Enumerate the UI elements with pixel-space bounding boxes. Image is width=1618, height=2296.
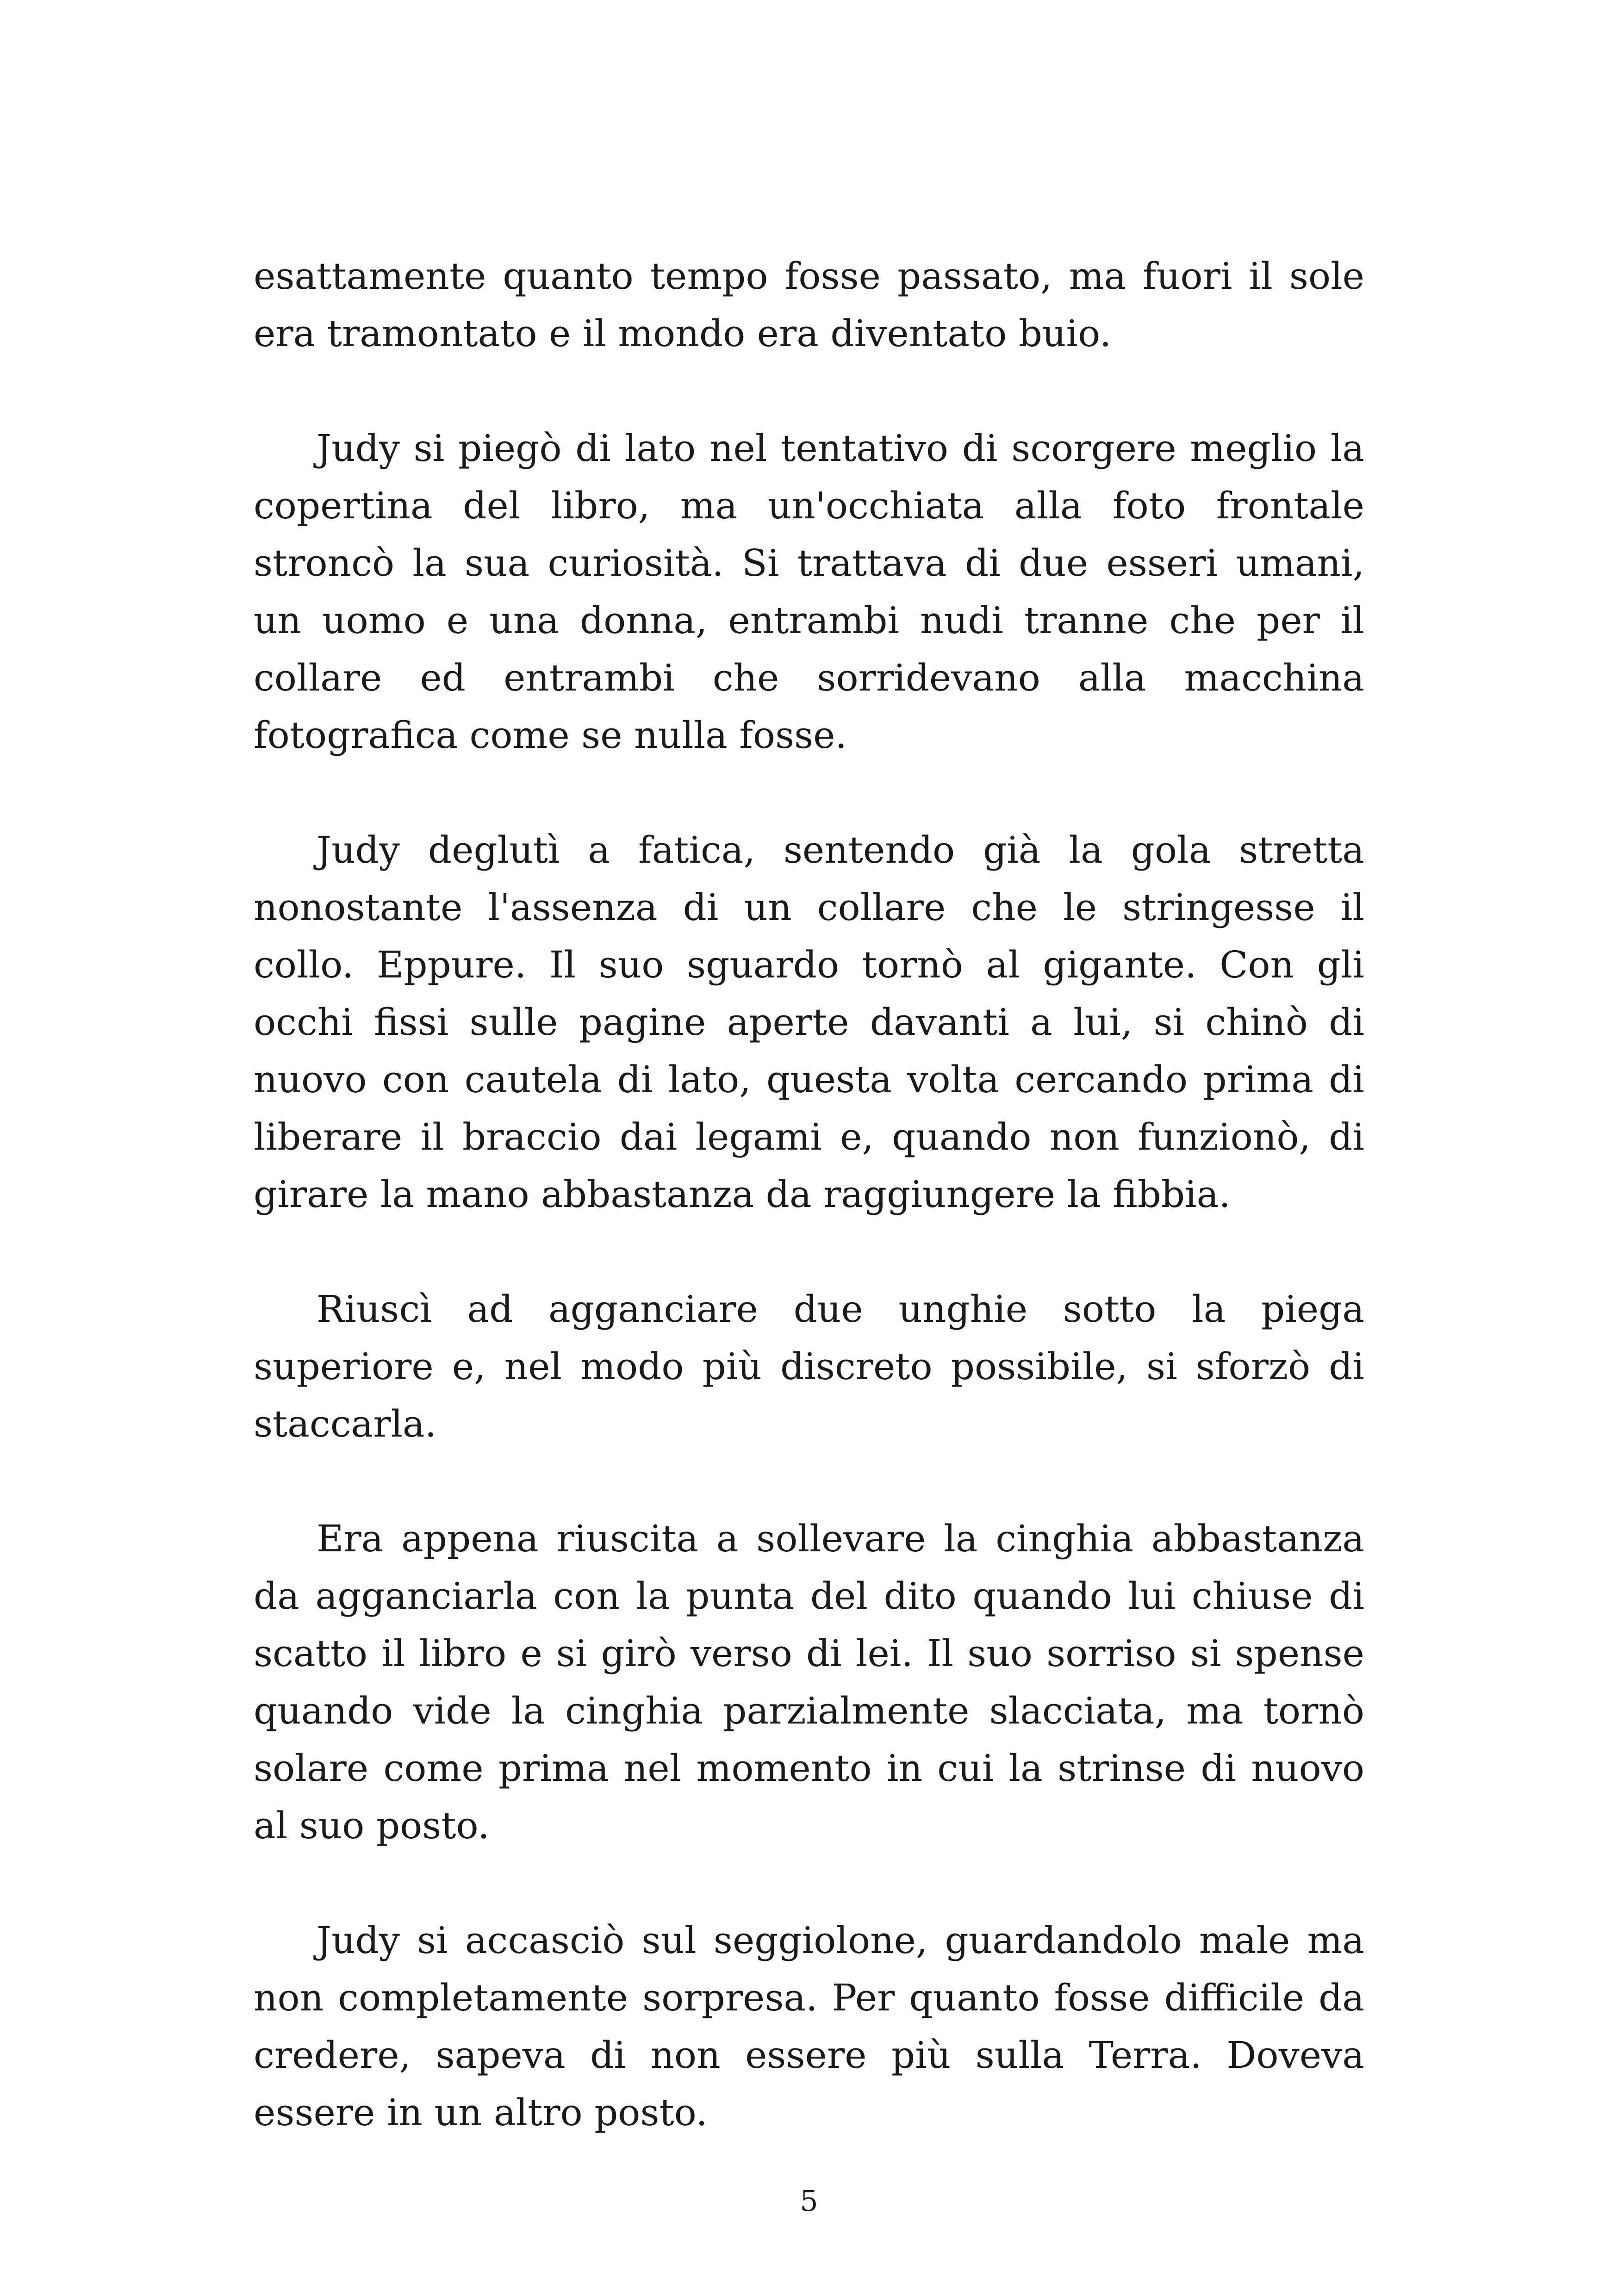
body-text xyxy=(254,248,1364,2141)
paragraph-5: Era appena riuscita a sollevare la cinghia abbastanza da agganciarla con la punta del dito quando lui chiuse di scatto il libro e si girò verso di lei. Il suo sorriso si spense quando vide la cinghia parzialmente slacciata, ma tornò solare come prima nel momento in cui la strinse di nuovo al suo posto. xyxy=(254,1517,1364,1847)
paragraph-1: esattamente quanto tempo fosse passato, ma fuori il sole era tramontato e il mondo era diventato buio. xyxy=(254,255,1364,355)
paragraph-4: Riuscì ad agganciare due unghie sotto la piega superiore e, nel modo più discreto possibile, si sforzò di staccarla. xyxy=(254,1288,1364,1445)
page-number: 5 xyxy=(800,2184,818,2218)
paragraph-2: Judy si piegò di lato nel tentativo di scorgere meglio la copertina del libro, ma un'occhiata alla foto frontale stroncò la sua curiosità. Si trattava di due esseri umani, un uomo e una donna, entrambi nudi tranne che per il collare ed entrambi che sorridevano alla macchina fotografica come se nulla fosse. xyxy=(254,427,1364,757)
paragraph-3: Judy deglutì a fatica, sentendo già la gola stretta nonostante l'assenza di un collare che le stringesse il collo. Eppure. Il suo sguardo tornò al gigante. Con gli occhi fissi sulle pagine aperte davanti a lui, si chinò di nuovo con cautela di lato, questa volta cercando prima di liberare il braccio dai legami e, quando non funzionò, di girare la mano abbastanza da raggiungere la fibbia. xyxy=(254,828,1364,1216)
paragraph-6: Judy si accasciò sul seggiolone, guardandolo male ma non completamente sorpresa. Per quanto fosse difficile da credere, sapeva di non essere più sulla Terra. Doveva essere in un altro posto. xyxy=(254,1919,1364,2134)
